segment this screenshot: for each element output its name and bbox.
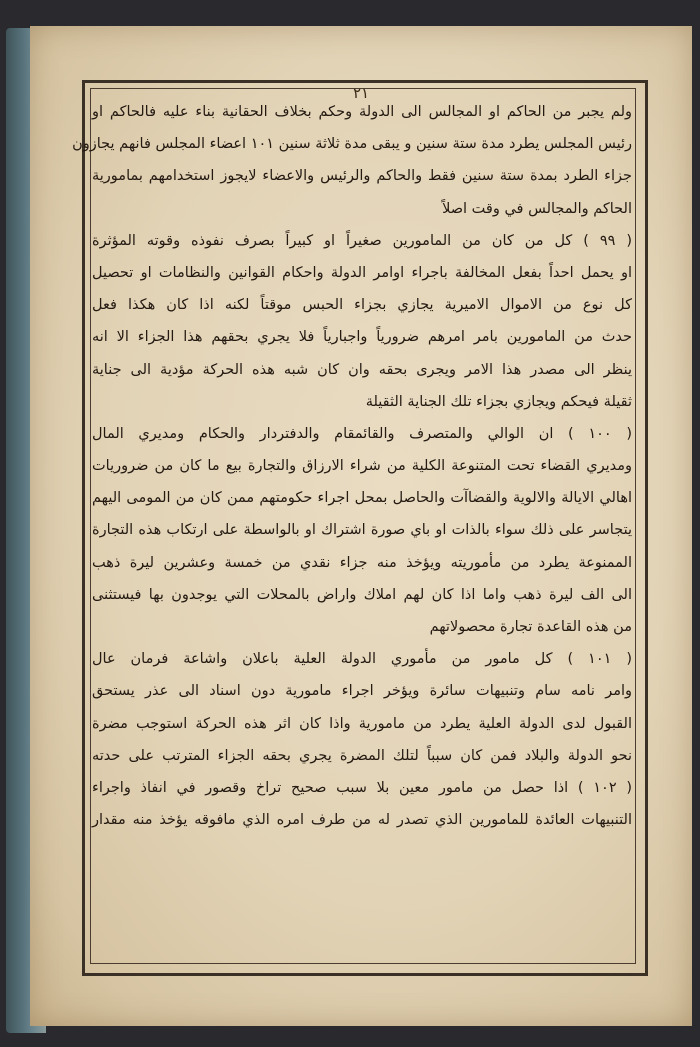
text-line: الحاكم والمجالس في وقت اصلاً (442, 200, 632, 217)
text-line: ومديري القضاء تحت المتنوعة الكلية من شراء الارزاق والتجارة بيع ما كان من ضروريات (92, 458, 632, 475)
text-line: حدث من المامورين بامر امرهم ضرورياً واجبارياً فلا يجري بحقهم هذا الجزاء الا انه (92, 329, 632, 346)
text-line: ينظر الى مصدر هذا الامر ويجرى بحقه وان كان شبه هذه الحركة مؤدية الى جناية (92, 361, 632, 378)
article-101-heading: ( ١٠١ ) كل مامور من مأموري الدولة العلية باعلان واشاعة فرمان عال (92, 651, 632, 668)
text-line: او يحمل احداً بفعل المخالفة باجراء اوامر الدولة واحكام القوانين والنظامات او تحصيل (92, 264, 632, 281)
article-102-heading: ( ١٠٢ ) اذا حصل من مامور معين بلا سبب صحيح تراخ وقصور في انفاذ واجراء (92, 779, 632, 796)
text-line: ثقيلة فيحكم ويجازي بجزاء تلك الجناية الثقيلة (365, 393, 632, 410)
text-line: جزاء الطرد بمدة ستة سنين فقط والحاكم والرئيس والاعضاء لايجوز استخدامهم بمامورية (92, 168, 632, 185)
article-100-heading: ( ١٠٠ ) ان الوالي والمتصرف والقائمقام والدفتردار والحكام ومديري المال (92, 425, 632, 442)
text-line: القبول لدى الدولة العلية يطرد من مامورية واذا كان اثر هذه الحركة استوجب مضرة (92, 715, 632, 732)
text-line: التنبيهات العائدة للمامورين الذي تصدر له من طرف امره الذي مافوقه يؤخذ منه مقدار (92, 812, 632, 829)
text-block (72, 96, 632, 958)
text-line: يتجاسر على ذلك سواء بالذات او باي صورة اشتراك او بالواسطة على ارتكاب هذه التجارة (92, 522, 632, 539)
text-line: اهالي الايالة والالوية والقضاآت والحاصل بمحل اجراء حكومتهم ممن كان من المومى اليهم (92, 490, 632, 507)
text-line: الممنوعة يطرد من مأموريته ويؤخذ منه جزاء نقدي من خمسة وعشرين ليرة ذهب (92, 554, 632, 571)
article-99-heading: ( ٩٩ ) كل من كان من المامورين صغيراً او كبيراً بصرف نفوذه وقوته المؤثرة (92, 232, 632, 249)
text-line: كل نوع من الاموال الاميرية يجازي بجزاء الحبس موقتاً لكنه اذا كان هكذا فعل (92, 297, 632, 314)
page-number: ٢١ (352, 84, 370, 102)
text-line: من هذه القاعدة تجارة محصولاتهم (429, 619, 632, 635)
text-line: الى الف ليرة ذهب واما اذا كان لهم املاك واراض بالمحلات التي يوجدون بها فيستثنى (92, 586, 632, 603)
text-line: رئيس المجلس يطرد مدة ستة سنين و يبقى مدة ثلاثة سنين ١٠١ اعضاء المجلس فانهم يجازون (72, 136, 632, 153)
text-line: ولم يجبر من الحاكم او المجالس الى الدولة وحكم بخلاف الحقانية بناء عليه فالحاكم او (92, 104, 632, 120)
text-line: وامر نامه سام وتنبيهات سائرة ويؤخر اجراء مامورية دون اسناد الى عذر يستحق (92, 683, 632, 700)
text-line: نحو الدولة والبلاد فمن كان سبباً لتلك المضرة يجري بحقه الجزاء المترتب على حدته (92, 747, 632, 764)
